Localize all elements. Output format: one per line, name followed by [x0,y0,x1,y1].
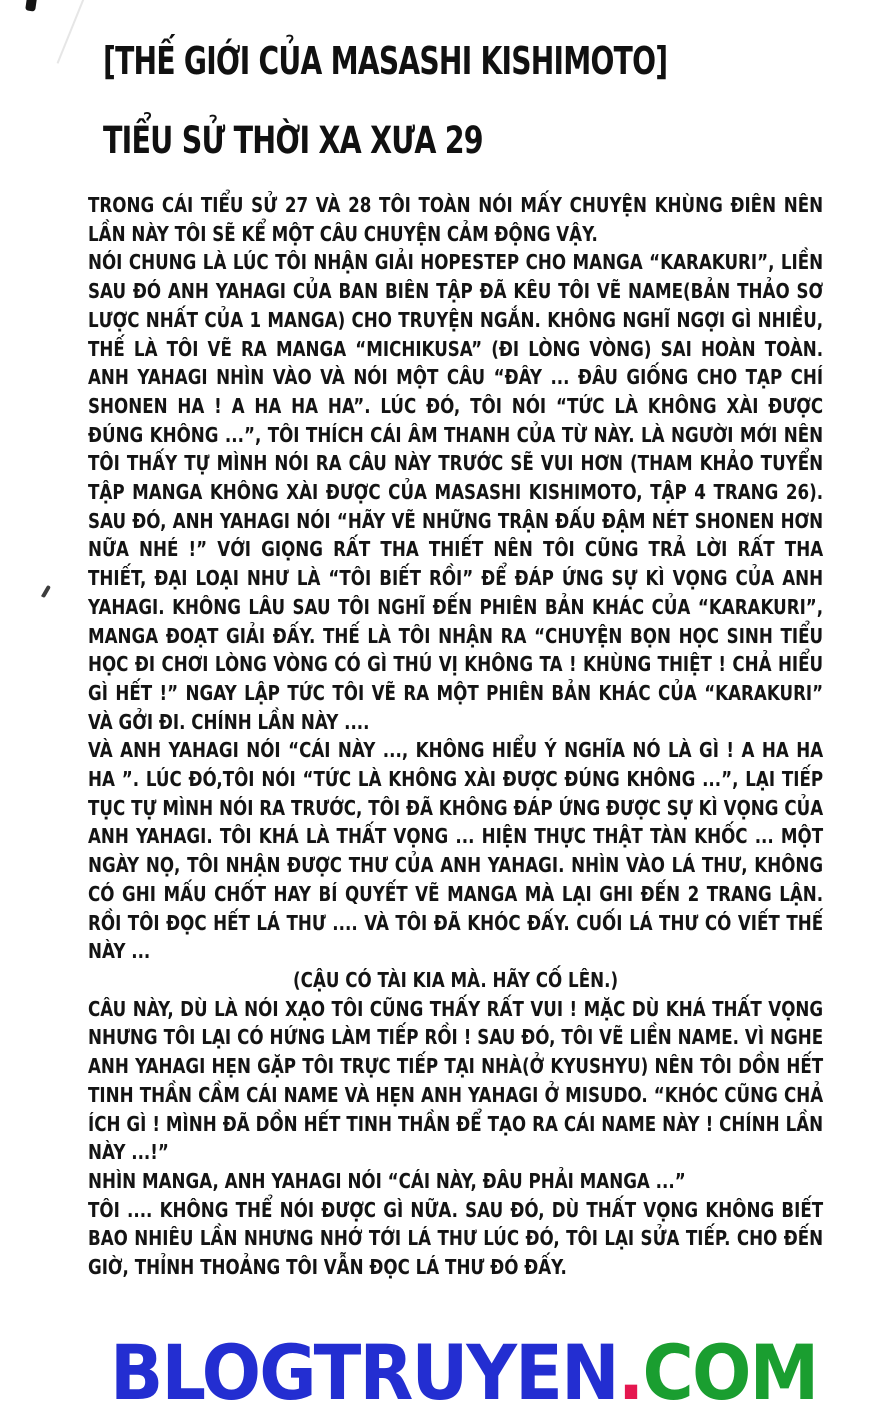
paragraph-yahagi-reaction: NHÌN MANGA, ANH YAHAGI NÓI “CÁI NÀY, ĐÂU PHẢI MANGA ...” [88,1168,686,1193]
series-title: [THẾ GIỚI CỦA MASASHI KISHIMOTO] [103,39,668,83]
header-block [103,36,866,166]
paragraph-name-story: CÂU NÀY, DÙ LÀ NÓI XẠO TÔI CŨNG THẤY RẤT VUI ! MẶC DÙ KHÁ THẤT VỌNG NHƯNG TÔI LẠI CÓ HỨNG LÀM TIẾP RỒI ! SAU ĐÓ, TÔI VẼ LIỀN NAME. VÌ NGHE ANH YAHAGI HẸN GẶP TÔI TRỰC TIẾP TẠI NHÀ(Ở KYUSHYU) NÊN TÔI DỒN HẾT TINH THẦN CẦM CÁI NAME VÀ HẸN ANH YAHAGI Ở MISUDO. “KHÓC CŨNG CHẢ ÍCH GÌ ! MÌNH ĐÃ DỒN HẾT TINH THẦN ĐỂ TẠO RA CÁI NAME NÀY ! CHÍNH LẦN NÀY ...!” [88,996,824,1165]
paragraph-letter-quote: (CẬU CÓ TÀI KIA MÀ. HÃY CỐ LÊN.) [293,967,619,992]
scan-artifact-top [25,0,37,12]
page-title: TIỂU SỬ THỜI XA XƯA 29 [103,119,483,162]
paragraph-intro: TRONG CÁI TIỂU SỬ 27 VÀ 28 TÔI TOÀN NÓI MẤY CHUYỆN KHÙNG ĐIÊN NÊN LẦN NÀY TÔI SẼ KỂ MỘT CÂU CHUYỆN CẢM ĐỘNG VẬY. [88,193,824,246]
watermark-dot: . [617,1328,643,1417]
biography-text [88,191,823,1282]
scan-artifact-speck [41,585,51,598]
scan-artifact-streak [57,0,86,64]
watermark-tld: COM [642,1328,818,1417]
site-watermark [110,1328,818,1417]
paragraph-closing: TÔI .... KHÔNG THỂ NÓI ĐƯỢC GÌ NỮA. SAU ĐÓ, DÙ THẤT VỌNG KHÔNG BIẾT BAO NHIÊU LẦN NHƯNG NHỚ TỚI LÁ THƯ LÚC ĐÓ, TÔI LẠI SỬA TIẾP. CHO ĐẾN GIỜ, THỈNH THOẢNG TÔI VẪN ĐỌC LÁ THƯ ĐÓ ĐẤY. [88,1197,824,1280]
paragraph-letter-story: VÀ ANH YAHAGI NÓI “CÁI NÀY ..., KHÔNG HIỂU Ý NGHĨA NÓ LÀ GÌ ! A HA HA HA ”. LÚC ĐÓ,TÔI NÓI “TỨC LÀ KHÔNG XÀI ĐƯỢC ĐÚNG KHÔNG ...”, LẠI TIẾP TỤC TỰ MÌNH NÓI RA TRƯỚC, TÔI ĐÃ KHÔNG ĐÁP ỨNG ĐƯỢC SỰ KÌ VỌNG CỦA ANH YAHAGI. TÔI KHÁ LÀ THẤT VỌNG ... HIỆN THỰC THẬT TÀN KHỐC ... MỘT NGÀY NỌ, TÔI NHẬN ĐƯỢC THƯ CỦA ANH YAHAGI. NHÌN VÀO LÁ THƯ, KHÔNG CÓ GHI MẤU CHỐT HAY BÍ QUYẾT VẼ MANGA MÀ LẠI GHI ĐẾN 2 TRANG LẬN. RỒI TÔI ĐỌC HẾT LÁ THƯ .... VÀ TÔI ĐÃ KHÓC ĐẤY. CUỐI LÁ THƯ CÓ VIẾT THẾ NÀY ... [88,738,824,964]
paragraph-karakuri-story: NÓI CHUNG LÀ LÚC TÔI NHẬN GIẢI HOPESTEP CHO MANGA “KARAKURI”, LIỀN SAU ĐÓ ANH YAHAGI CỦA BAN BIÊN TẬP ĐÃ KÊU TÔI VẼ NAME(BẢN THẢO SƠ LƯỢC NHẤT CỦA 1 MANGA) CHO TRUYỆN NGẮN. KHÔNG NGHĨ NGỢI GÌ NHIỀU, THẾ LÀ TÔI VẼ RA MANGA “MICHIKUSA” (ĐI LÒNG VÒNG) SAI HOÀN TOÀN. ANH YAHAGI NHÌN VÀO VÀ NÓI MỘT CÂU “ĐÂY ... ĐÂU GIỐNG CHO TẠP CHÍ SHONEN HA ! A HA HA HA”. LÚC ĐÓ, TÔI NÓI “TỨC LÀ KHÔNG XÀI ĐƯỢC ĐÚNG KHÔNG ...”, TÔI THÍCH CÁI ÂM THANH CỦA TỪ NÀY. LÀ NGƯỜI MỚI NÊN TÔI THẤY TỰ MÌNH NÓI RA CÂU NÀY TRƯỚC SẼ VUI HƠN (THAM KHẢO TUYỂN TẬP MANGA KHÔNG XÀI ĐƯỢC CỦA MASASHI KISHIMOTO, TẬP 4 TRANG 26). SAU ĐÓ, ANH YAHAGI NÓI “HÃY VẼ NHỮNG TRẬN ĐẤU ĐẬM NÉT SHONEN HƠN NỮA NHÉ !” VỚI GIỌNG RẤT THA THIẾT NÊN TÔI CŨNG TRẢ LỜI RẤT THA THIẾT, ĐẠI LOẠI NHƯ LÀ “TÔI BIẾT RỒI” ĐỂ ĐÁP ỨNG SỰ KÌ VỌNG CỦA ANH YAHAGI. KHÔNG LÂU SAU TÔI NGHĨ ĐẾN PHIÊN BẢN KHÁC CỦA “KARAKURI”, MANGA ĐOẠT GIẢI ĐẤY. THẾ LÀ TÔI NHẬN RA “CHUYỆN BỌN HỌC SINH TIỂU HỌC ĐI CHƠI LÒNG VÒNG CÓ GÌ THÚ VỊ KHÔNG TA ! KHÙNG THIỆT ! CHẢ HIỂU GÌ HẾT !” NGAY LẬP TỨC TÔI VẼ RA MỘT PHIÊN BẢN KHÁC CỦA “KARAKURI” VÀ GỞI ĐI. CHÍNH LẦN NÀY .... [88,250,824,734]
watermark-site-name: BLOGTRUYEN [110,1328,618,1417]
